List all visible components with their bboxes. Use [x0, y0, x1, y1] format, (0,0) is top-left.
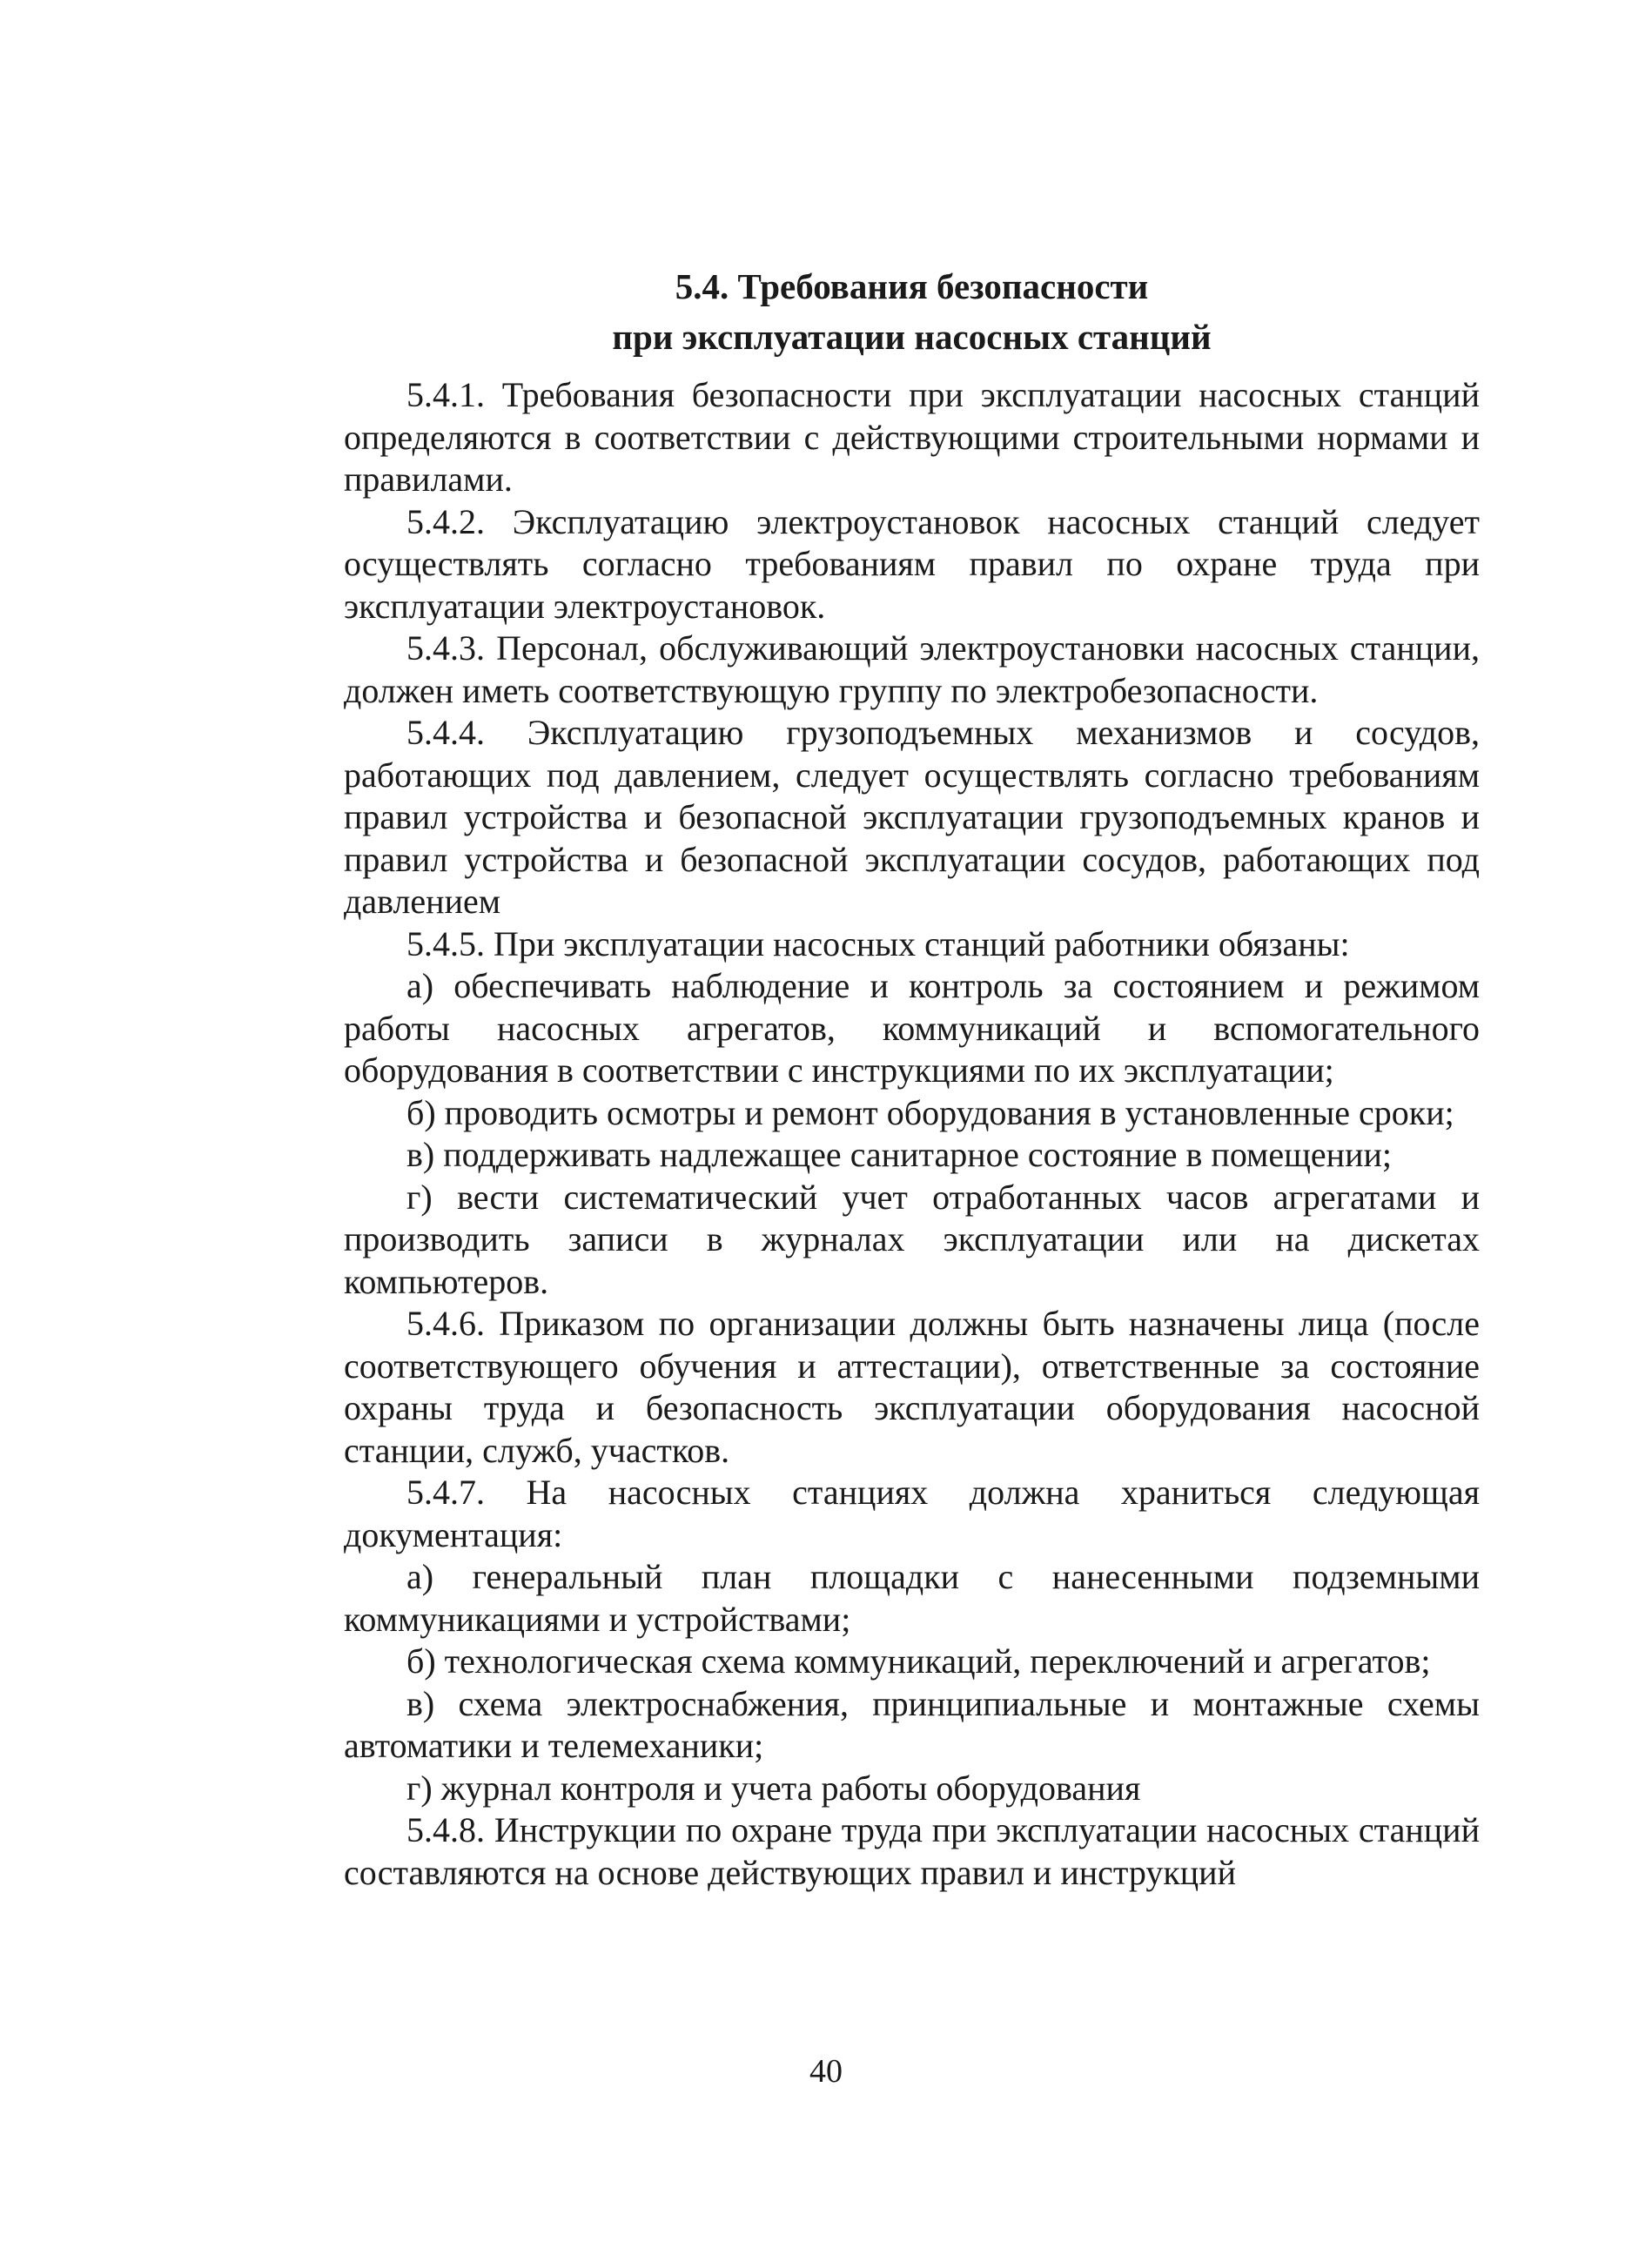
list-item-5-4-5-v: в) поддерживать надлежащее санитарное состояние в помещении; [406, 1135, 1393, 1174]
list-item-5-4-5-g: г) вести систематический учет отработанных часов агрегатами и производить записи в журналах эксплуатации или на дискетах компьютеров. [344, 1177, 1480, 1301]
list-item-5-4-7-b: б) технологическая схема коммуникаций, переключений и агрегатов; [406, 1641, 1431, 1681]
list-item-5-4-7-g: г) журнал контроля и учета работы оборудования [406, 1768, 1141, 1808]
section-title-line-1: 5.4. Требования безопасности [675, 266, 1149, 306]
paragraph-5-4-4: 5.4.4. Эксплуатацию грузоподъемных механизмов и сосудов, работающих под давлением, следует осуществлять согласно требованиям правил устройства и безопасной эксплуатации грузоподъемных кранов и правил устройства и безопасной эксплуатации сосудов, работающих под давлением [344, 713, 1480, 921]
list-item-5-4-7-a: а) генеральный план площадки с нанесенными подземными коммуникациями и устройствами; [344, 1557, 1480, 1639]
list-item-5-4-5-b: б) проводить осмотры и ремонт оборудования в установленные сроки; [406, 1092, 1454, 1132]
paragraph-5-4-7: 5.4.7. На насосных станциях должна храниться следующая документация: [344, 1473, 1480, 1554]
list-item-5-4-7-v: в) схема электроснабжения, принципиальные и монтажные схемы автоматики и телемеханики; [344, 1683, 1480, 1765]
paragraph-5-4-1: 5.4.1. Требования безопасности при эксплуатации насосных станций определяются в соответствии с действующими строительными нормами и правилами. [344, 375, 1480, 499]
paragraph-5-4-5: 5.4.5. При эксплуатации насосных станций работники обязаны: [406, 923, 1350, 963]
document-page [344, 261, 1480, 1894]
paragraph-5-4-6: 5.4.6. Приказом по организации должны быть назначены лица (после соответствующего обучения и аттестации), ответственные за состояние охраны труда и безопасность эксплуатации оборудования насосной станции, служб, участков. [344, 1304, 1480, 1470]
list-item-5-4-5-a: а) обеспечивать наблюдение и контроль за состоянием и режимом работы насосных агрегатов, коммуникаций и вспомогательного оборудования в соответствии с инструкциями по их эксплуатации; [344, 966, 1480, 1090]
section-title [344, 261, 1480, 362]
document-body [344, 374, 1480, 1894]
paragraph-5-4-8: 5.4.8. Инструкции по охране труда при эксплуатации насосных станций составляются на основе действующих правил и инструкций [344, 1810, 1480, 1892]
section-title-line-2: при эксплуатации насосных станций [612, 317, 1212, 357]
paragraph-5-4-2: 5.4.2. Эксплуатацию электроустановок насосных станций следует осуществлять согласно требованиям правил по охране труда при эксплуатации электроустановок. [344, 501, 1480, 626]
paragraph-5-4-3: 5.4.3. Персонал, обслуживающий электроустановки насосных станции, должен иметь соответствующую группу по электробезопасности. [344, 628, 1480, 710]
page-number: 40 [809, 2053, 843, 2090]
